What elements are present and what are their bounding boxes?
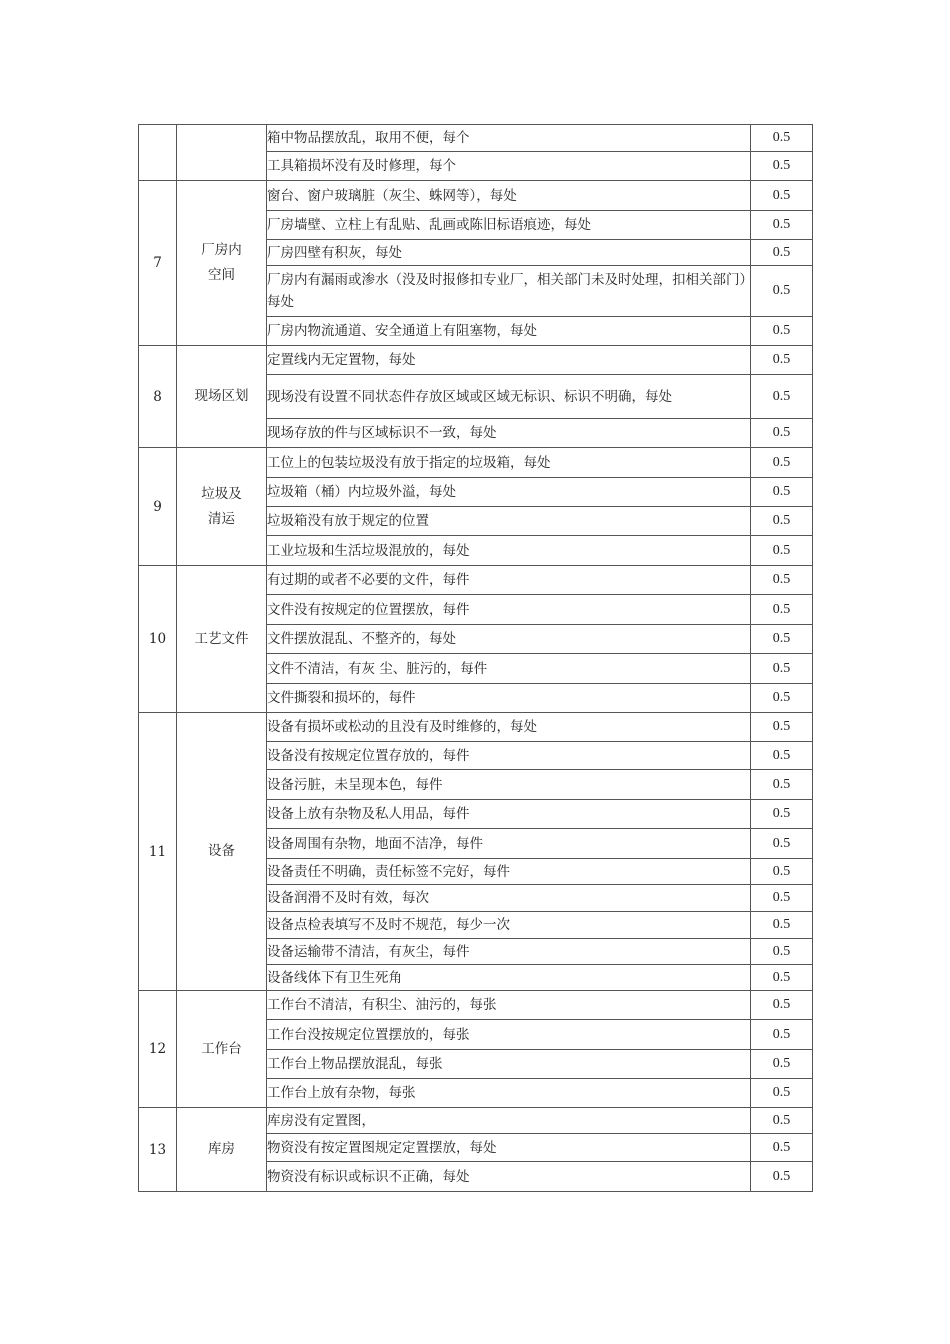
criterion-text: 厂房内有漏雨或渗水（没及时报修扣专业厂，相关部门未及时处理，扣相关部门）每处 xyxy=(267,266,751,317)
category-cell: 工艺文件 xyxy=(177,566,267,713)
deduction-score: 0.5 xyxy=(751,1079,813,1108)
criterion-text: 工作台不清洁，有积尘、油污的，每张 xyxy=(267,991,751,1020)
deduction-score: 0.5 xyxy=(751,595,813,625)
item-number: 8 xyxy=(139,346,177,448)
deduction-score: 0.5 xyxy=(751,770,813,800)
criterion-text: 设备运输带不清洁，有灰尘，每件 xyxy=(267,939,751,965)
item-number: 7 xyxy=(139,181,177,346)
deduction-score: 0.5 xyxy=(751,965,813,991)
criterion-text: 文件没有按规定的位置摆放，每件 xyxy=(267,595,751,625)
table-row xyxy=(139,991,813,1020)
deduction-score: 0.5 xyxy=(751,1020,813,1050)
criterion-text: 厂房墙壁、立柱上有乱贴、乱画或陈旧标语痕迹，每处 xyxy=(267,211,751,240)
deduction-score: 0.5 xyxy=(751,1108,813,1134)
deduction-score: 0.5 xyxy=(751,507,813,536)
item-number: 10 xyxy=(139,566,177,713)
deduction-score: 0.5 xyxy=(751,859,813,885)
deduction-score: 0.5 xyxy=(751,885,813,912)
table-row xyxy=(139,713,813,742)
deduction-score: 0.5 xyxy=(751,211,813,240)
deduction-score: 0.5 xyxy=(751,654,813,684)
deduction-score: 0.5 xyxy=(751,536,813,566)
item-number: 13 xyxy=(139,1108,177,1192)
inspection-table xyxy=(138,124,813,1192)
criterion-text: 设备润滑不及时有效，每次 xyxy=(267,885,751,912)
deduction-score: 0.5 xyxy=(751,317,813,346)
criterion-text: 设备有损坏或松动的且没有及时维修的，每处 xyxy=(267,713,751,742)
item-number: 9 xyxy=(139,448,177,566)
criterion-text: 文件撕裂和损坏的，每件 xyxy=(267,684,751,713)
criterion-text: 定置线内无定置物，每处 xyxy=(267,346,751,375)
criterion-text: 设备上放有杂物及私人用品，每件 xyxy=(267,800,751,829)
table-row xyxy=(139,448,813,478)
table-row xyxy=(139,181,813,211)
criterion-text: 现场存放的件与区域标识不一致，每处 xyxy=(267,419,751,448)
category-cell: 垃圾及 清运 xyxy=(177,448,267,566)
deduction-score: 0.5 xyxy=(751,829,813,859)
table-row xyxy=(139,346,813,375)
inspection-table-body xyxy=(139,125,813,1192)
deduction-score: 0.5 xyxy=(751,346,813,375)
criterion-text: 物资没有标识或标识不正确，每处 xyxy=(267,1162,751,1192)
deduction-score: 0.5 xyxy=(751,240,813,266)
criterion-text: 文件摆放混乱、不整齐的，每处 xyxy=(267,625,751,654)
category-cell: 现场区划 xyxy=(177,346,267,448)
deduction-score: 0.5 xyxy=(751,939,813,965)
table-row xyxy=(139,566,813,595)
deduction-score: 0.5 xyxy=(751,181,813,211)
criterion-text: 设备线体下有卫生死角 xyxy=(267,965,751,991)
deduction-score: 0.5 xyxy=(751,125,813,152)
deduction-score: 0.5 xyxy=(751,152,813,181)
deduction-score: 0.5 xyxy=(751,566,813,595)
deduction-score: 0.5 xyxy=(751,1050,813,1079)
deduction-score: 0.5 xyxy=(751,742,813,770)
criterion-text: 库房没有定置图， xyxy=(267,1108,751,1134)
criterion-text: 垃圾箱没有放于规定的位置 xyxy=(267,507,751,536)
criterion-text: 物资没有按定置图规定定置摆放，每处 xyxy=(267,1134,751,1162)
deduction-score: 0.5 xyxy=(751,800,813,829)
deduction-score: 0.5 xyxy=(751,419,813,448)
deduction-score: 0.5 xyxy=(751,1134,813,1162)
table-row xyxy=(139,1108,813,1134)
criterion-text: 工具箱损坏没有及时修理，每个 xyxy=(267,152,751,181)
criterion-text: 工作台上物品摆放混乱，每张 xyxy=(267,1050,751,1079)
criterion-text: 设备点检表填写不及时不规范，每少一次 xyxy=(267,912,751,939)
criterion-text: 工业垃圾和生活垃圾混放的，每处 xyxy=(267,536,751,566)
category-cell: 工作台 xyxy=(177,991,267,1108)
criterion-text: 设备污脏，未呈现本色，每件 xyxy=(267,770,751,800)
criterion-text: 有过期的或者不必要的文件，每件 xyxy=(267,566,751,595)
deduction-score: 0.5 xyxy=(751,684,813,713)
criterion-text: 垃圾箱（桶）内垃圾外溢，每处 xyxy=(267,478,751,507)
category-cell: 厂房内 空间 xyxy=(177,181,267,346)
criterion-text: 工作台上放有杂物，每张 xyxy=(267,1079,751,1108)
criterion-text: 工位上的包装垃圾没有放于指定的垃圾箱，每处 xyxy=(267,448,751,478)
criterion-text: 文件不清洁，有灰 尘、脏污的，每件 xyxy=(267,654,751,684)
item-number xyxy=(139,125,177,181)
deduction-score: 0.5 xyxy=(751,991,813,1020)
table-row xyxy=(139,125,813,152)
category-cell xyxy=(177,125,267,181)
criterion-text: 厂房四壁有积灰，每处 xyxy=(267,240,751,266)
criterion-text: 窗台、窗户玻璃脏（灰尘、蛛网等），每处 xyxy=(267,181,751,211)
item-number: 11 xyxy=(139,713,177,991)
criterion-text: 设备周围有杂物，地面不洁净，每件 xyxy=(267,829,751,859)
deduction-score: 0.5 xyxy=(751,1162,813,1192)
deduction-score: 0.5 xyxy=(751,713,813,742)
deduction-score: 0.5 xyxy=(751,448,813,478)
category-cell: 设备 xyxy=(177,713,267,991)
deduction-score: 0.5 xyxy=(751,625,813,654)
criterion-text: 箱中物品摆放乱，取用不便，每个 xyxy=(267,125,751,152)
category-cell: 库房 xyxy=(177,1108,267,1192)
deduction-score: 0.5 xyxy=(751,375,813,419)
criterion-text: 现场没有设置不同状态件存放区域或区域无标识、标识不明确，每处 xyxy=(267,375,751,419)
criterion-text: 设备责任不明确，责任标签不完好，每件 xyxy=(267,859,751,885)
deduction-score: 0.5 xyxy=(751,478,813,507)
item-number: 12 xyxy=(139,991,177,1108)
deduction-score: 0.5 xyxy=(751,912,813,939)
criterion-text: 厂房内物流通道、安全通道上有阻塞物，每处 xyxy=(267,317,751,346)
criterion-text: 工作台没按规定位置摆放的，每张 xyxy=(267,1020,751,1050)
deduction-score: 0.5 xyxy=(751,266,813,317)
criterion-text: 设备没有按规定位置存放的，每件 xyxy=(267,742,751,770)
